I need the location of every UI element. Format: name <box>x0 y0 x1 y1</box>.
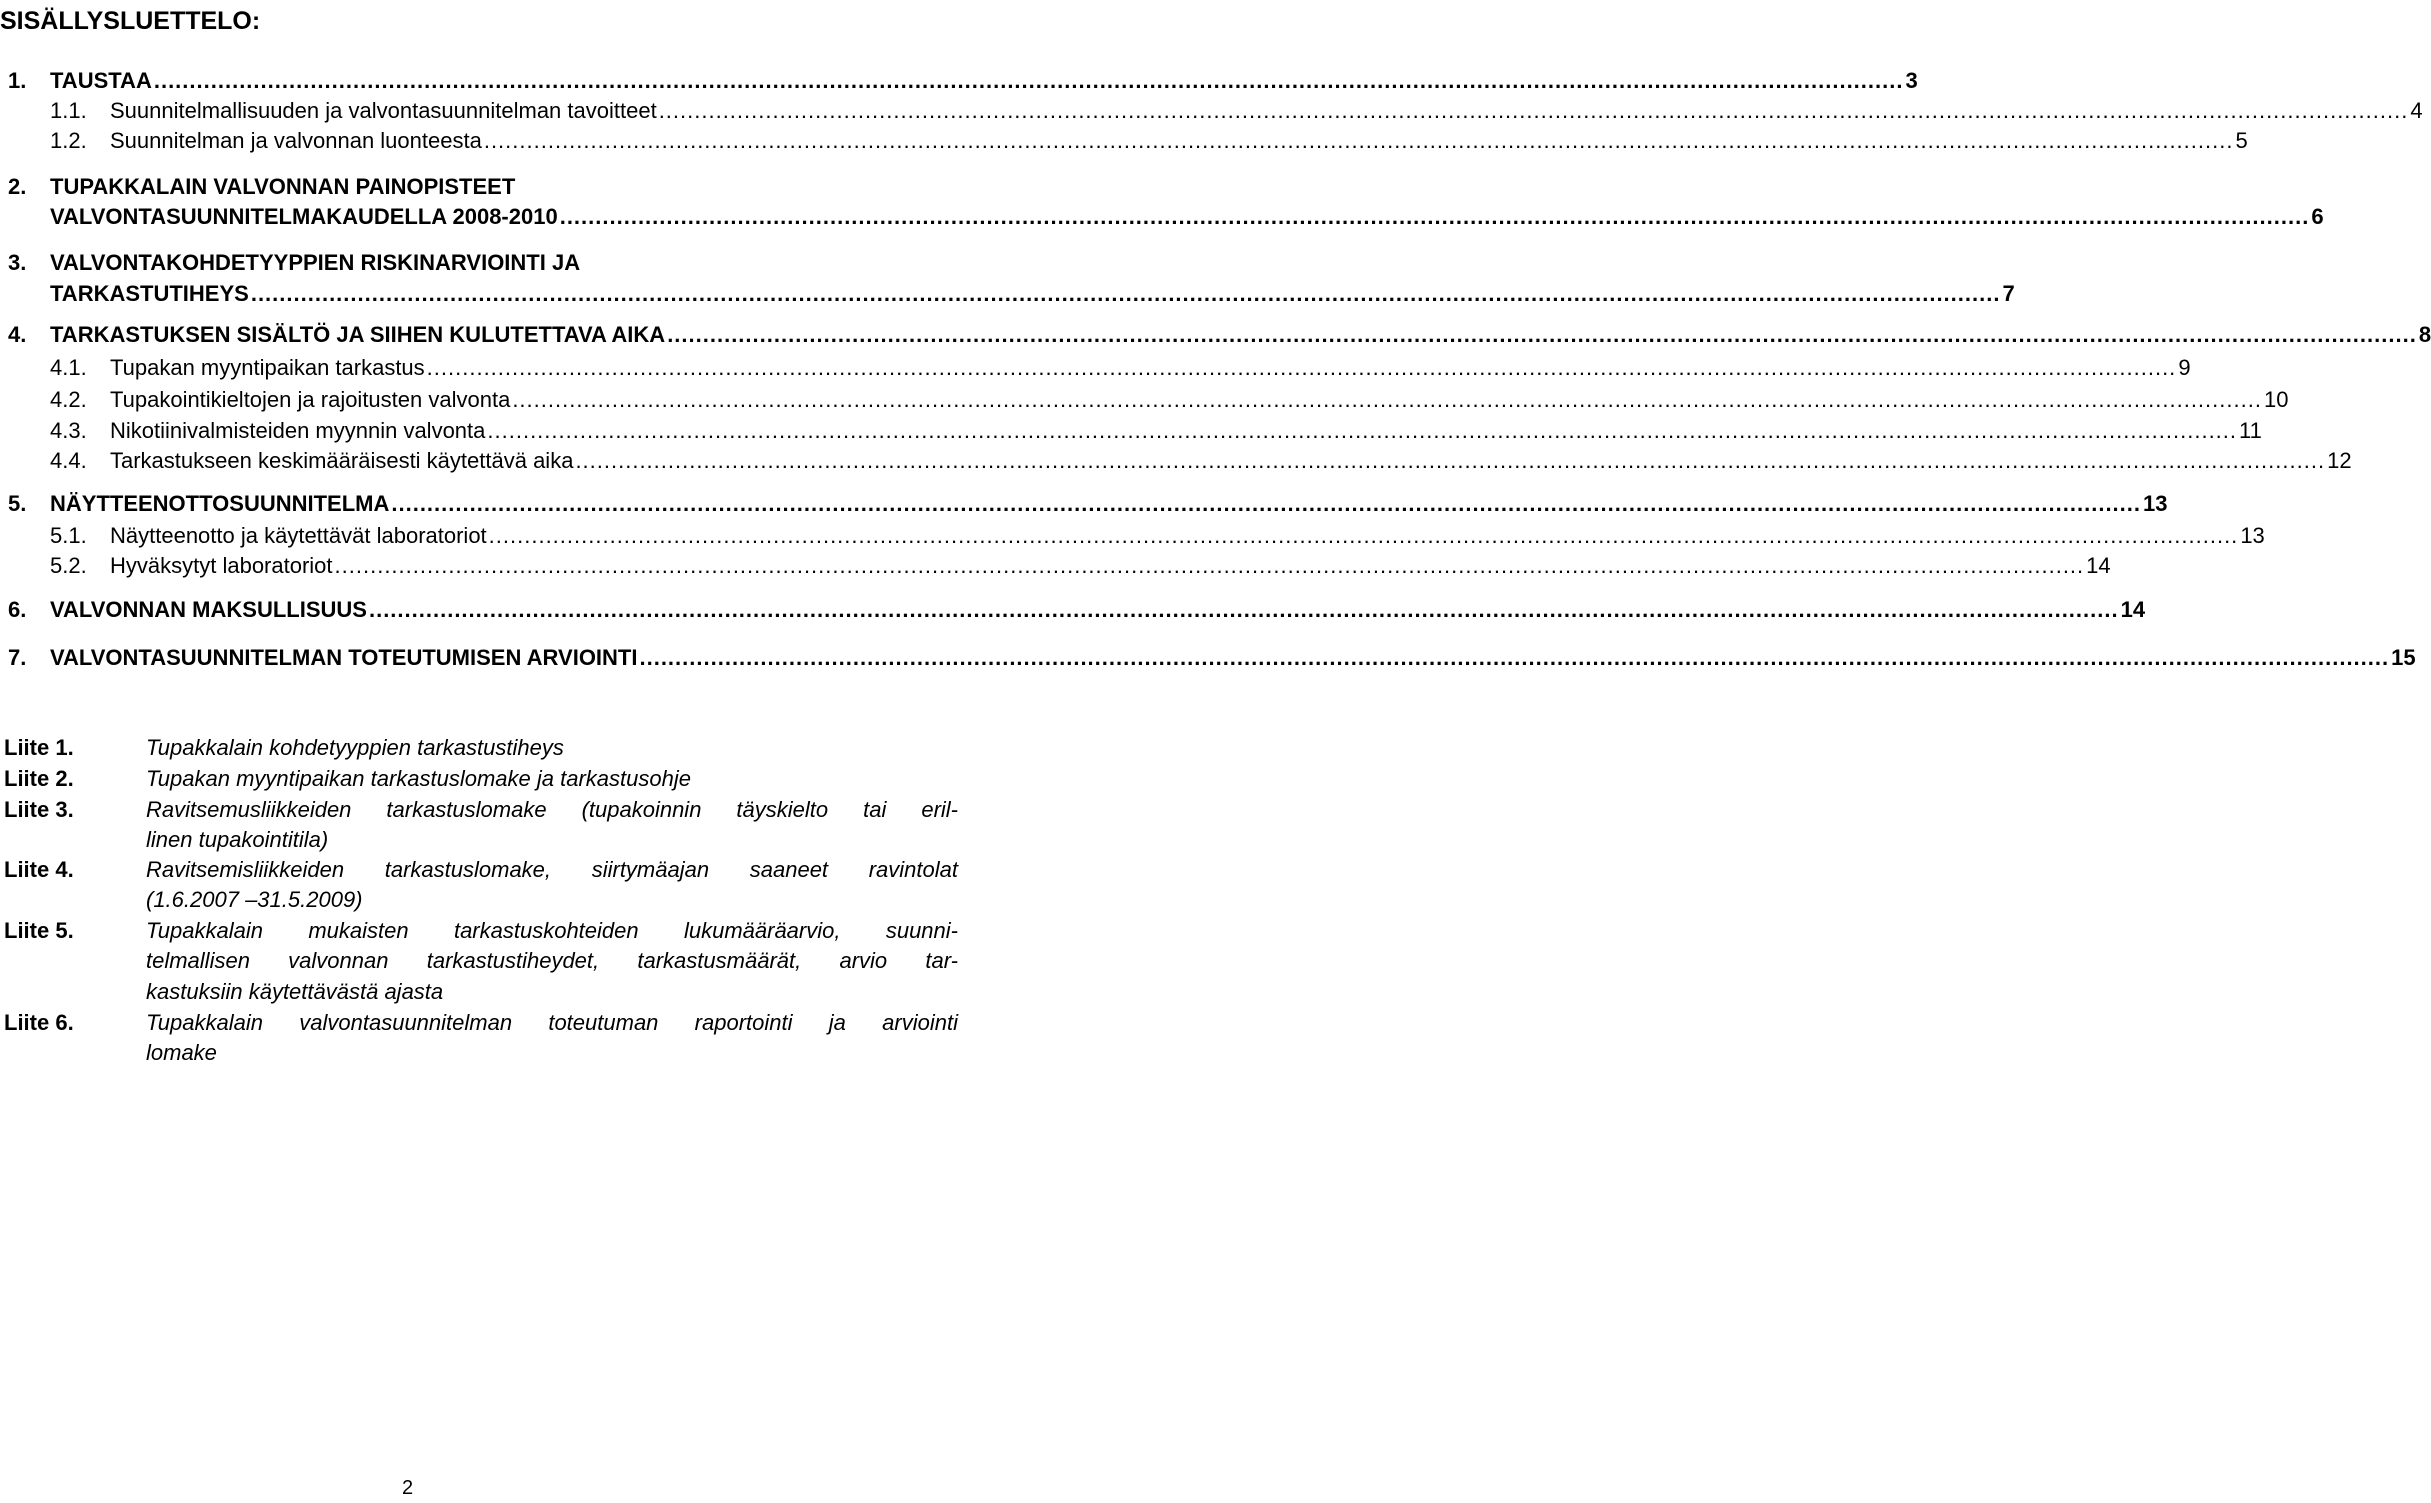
toc-leader: ...................................................................................................................................................................................................................................................... <box>559 204 2310 229</box>
toc-title: Tarkastukseen keskimääräisesti käytettävä aika <box>110 448 574 473</box>
toc-number: 7. <box>8 645 27 670</box>
toc-entry-1-2[interactable] <box>0 126 2248 156</box>
toc-leader: ...................................................................................................................................................................................................................................................... <box>488 523 2239 548</box>
toc-page: 14 <box>2086 553 2111 578</box>
appendix-text: Ravitsemisliikkeiden tarkastuslomake, siirtymäajan saaneet ravintolat <box>146 857 958 882</box>
toc-entry-4-1[interactable] <box>0 353 2191 383</box>
toc-number: 6. <box>8 597 27 622</box>
toc-number: 1.1. <box>50 98 87 123</box>
toc-number: 3. <box>8 250 27 275</box>
toc-title: Suunnitelmallisuuden ja valvontasuunnitelman tavoitteet <box>110 98 657 123</box>
toc-number: 4.3. <box>50 418 87 443</box>
toc-page: 3 <box>1905 68 1918 93</box>
toc-entry-4-4[interactable] <box>0 446 2352 476</box>
appendix-text: Ravitsemusliikkeiden tarkastuslomake (tupakoinnin täyskielto tai eril- <box>146 797 958 822</box>
toc-title: TAUSTAA <box>50 68 152 93</box>
appendix-label: Liite 3. <box>4 797 74 822</box>
toc-entry-5-1[interactable] <box>0 521 2265 551</box>
toc-page: 6 <box>2311 204 2324 229</box>
toc-page: 11 <box>2239 418 2262 443</box>
toc-leader: ...................................................................................................................................................................................................................................................... <box>487 418 2238 443</box>
toc-number: 2. <box>8 174 27 199</box>
toc-number: 4. <box>8 322 27 347</box>
toc-page: 9 <box>2178 355 2191 380</box>
toc-leader: ...................................................................................................................................................................................................................................................... <box>391 491 2142 516</box>
toc-leader: ...................................................................................................................................................................................................................................................... <box>483 128 2234 153</box>
toc-leader: ...................................................................................................................................................................................................................................................... <box>639 645 2390 670</box>
appendix-label: Liite 2. <box>4 766 74 791</box>
appendix-text: Tupakkalain valvontasuunnitelman toteutuman raportointi ja arviointi <box>146 1010 958 1035</box>
appendix-text: telmallisen valvonnan tarkastustiheydet, tarkastusmäärät, arvio tar- <box>146 948 958 973</box>
toc-page: 10 <box>2263 387 2289 412</box>
appendix-label: Liite 4. <box>4 857 74 882</box>
toc-title: Suunnitelman ja valvonnan luonteesta <box>110 128 482 153</box>
toc-title: Nikotiinivalmisteiden myynnin valvonta <box>110 418 486 443</box>
appendix-label: Liite 1. <box>4 735 74 760</box>
toc-number: 4.1. <box>50 355 87 380</box>
toc-page: 15 <box>2391 645 2416 670</box>
toc-title: TARKASTUTIHEYS <box>50 281 249 306</box>
appendix-text: kastuksiin käytettävästä ajasta <box>146 979 444 1004</box>
toc-leader: ...................................................................................................................................................................................................................................................... <box>512 387 2262 412</box>
appendix-label: Liite 6. <box>4 1010 74 1035</box>
toc-title: Näytteenotto ja käytettävät laboratoriot <box>110 523 487 548</box>
toc-page: 13 <box>2143 491 2168 516</box>
toc-page: 14 <box>2120 597 2146 622</box>
page-number: 2 <box>401 1477 414 1499</box>
appendix-text: linen tupakointitila) <box>146 827 329 852</box>
toc-number: 5.2. <box>50 553 87 578</box>
toc-number: 1.2. <box>50 128 87 153</box>
appendix-text: (1.6.2007 –31.5.2009) <box>146 887 363 912</box>
toc-title: Hyväksytyt laboratoriot <box>110 553 333 578</box>
toc-number: 4.4. <box>50 448 87 473</box>
appendix-text: Tupakan myyntipaikan tarkastuslomake ja tarkastusohje <box>146 766 691 791</box>
toc-leader: ...................................................................................................................................................................................................................................................... <box>658 98 2409 123</box>
toc-title-line1: VALVONTAKOHDETYYPPIEN RISKINARVIOINTI JA <box>50 250 581 275</box>
toc-entry-4-2[interactable] <box>0 385 2289 415</box>
toc-title-line1: TUPAKKALAIN VALVONNAN PAINOPISTEET <box>50 174 516 199</box>
toc-page: 5 <box>2235 128 2248 153</box>
toc-entry-1-1[interactable] <box>0 96 2423 126</box>
toc-title: VALVONTASUUNNITELMAKAUDELLA 2008-2010 <box>50 204 558 229</box>
appendix-text: lomake <box>146 1040 217 1065</box>
toc-page: 7 <box>2002 281 2015 306</box>
appendix-text: Tupakkalain kohdetyyppien tarkastustiheys <box>146 735 564 760</box>
toc-entry-3[interactable] <box>0 279 2015 309</box>
toc-entry-1[interactable] <box>0 66 1918 96</box>
toc-leader: ...................................................................................................................................................................................................................................................... <box>667 322 2417 347</box>
toc-leader: ...................................................................................................................................................................................................................................................... <box>153 68 1904 93</box>
toc-entry-2[interactable] <box>0 202 2324 232</box>
appendix-label: Liite 5. <box>4 918 74 943</box>
toc-title: Tupakan myyntipaikan tarkastus <box>110 355 425 380</box>
toc-number: 4.2. <box>50 387 87 412</box>
toc-entry-7[interactable] <box>0 643 2416 673</box>
appendix-text: Tupakkalain mukaisten tarkastuskohteiden lukumääräarvio, suunni- <box>146 918 958 943</box>
toc-leader: ...................................................................................................................................................................................................................................................... <box>334 553 2085 578</box>
page-title: SISÄLLYSLUETTELO: <box>0 7 261 35</box>
toc-page: 4 <box>2410 98 2423 123</box>
toc-title: TARKASTUKSEN SISÄLTÖ JA SIIHEN KULUTETTAVA AIKA <box>50 322 666 347</box>
toc-title: VALVONNAN MAKSULLISUUS <box>50 597 367 622</box>
toc-entry-5-2[interactable] <box>0 551 2111 581</box>
toc-number: 5.1. <box>50 523 87 548</box>
toc-number: 5. <box>8 491 27 516</box>
toc-entry-4-3[interactable] <box>0 416 2262 446</box>
toc-leader: ...................................................................................................................................................................................................................................................... <box>368 597 2119 622</box>
toc-leader: ...................................................................................................................................................................................................................................................... <box>250 281 2001 306</box>
toc-entry-6[interactable] <box>0 595 2146 625</box>
toc-number: 1. <box>8 68 27 93</box>
toc-entry-4[interactable] <box>0 320 2431 350</box>
toc-page: 8 <box>2418 322 2431 347</box>
toc-title: NÄYTTEENOTTOSUUNNITELMA <box>50 491 390 516</box>
toc-entry-5[interactable] <box>0 489 2168 519</box>
toc-leader: ...................................................................................................................................................................................................................................................... <box>426 355 2177 380</box>
toc-page: 13 <box>2240 523 2265 548</box>
toc-title: Tupakointikieltojen ja rajoitusten valvonta <box>110 387 511 412</box>
toc-title: VALVONTASUUNNITELMAN TOTEUTUMISEN ARVIOINTI <box>50 645 638 670</box>
toc-leader: ...................................................................................................................................................................................................................................................... <box>575 448 2326 473</box>
toc-page: 12 <box>2327 448 2352 473</box>
